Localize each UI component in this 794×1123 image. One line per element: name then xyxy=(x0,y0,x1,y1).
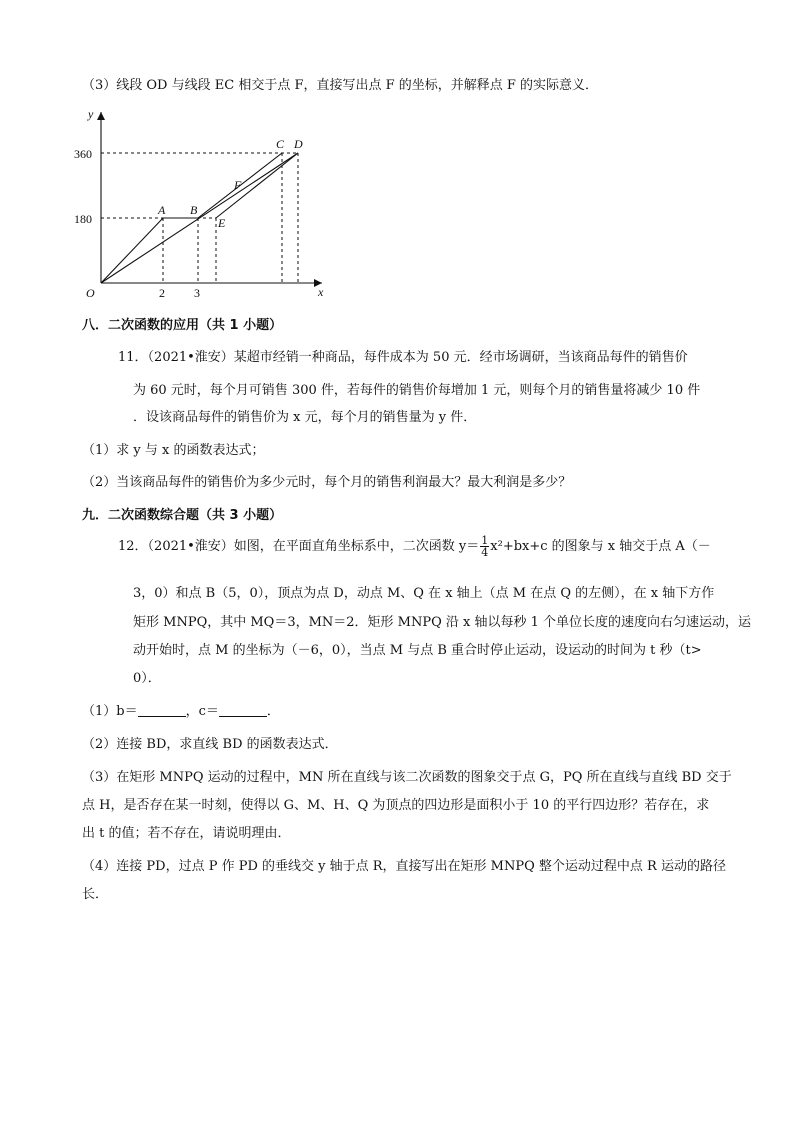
point-a-label: A xyxy=(158,203,166,217)
fraction-denominator: 4 xyxy=(481,546,489,559)
origin-label: O xyxy=(86,286,95,300)
q12-part-1-b-label: （1）b＝ xyxy=(82,704,138,719)
line-o-a-b-c xyxy=(101,153,282,283)
answer-blank-c xyxy=(219,704,267,717)
q11-line-1: 11．（2021•淮安）某超市经销一种商品，每件成本为 50 元．经市场调研，当该商品每件的销售价 xyxy=(118,350,688,365)
point-b-label: B xyxy=(190,203,198,217)
point-c-label: C xyxy=(276,137,285,151)
fraction-one-quarter xyxy=(480,535,489,558)
q12-part-4-line-1: （4）连接 PD，过点 P 作 PD 的垂线交 y 轴于点 R，直接写出在矩形 MNPQ 整个运动过程中点 R 运动的路径 xyxy=(82,859,726,874)
fraction-numerator: 1 xyxy=(481,534,489,547)
point-e-label: E xyxy=(218,216,226,230)
q11-line-3: ．设该商品每件的销售价为 x 元，每个月的销售量为 y 件． xyxy=(133,410,477,425)
axis-x-label: x xyxy=(318,285,324,299)
line-e-d xyxy=(216,153,298,218)
answer-blank-b xyxy=(138,704,186,717)
x-tick-3: 3 xyxy=(194,286,200,300)
line-o-d xyxy=(101,153,298,283)
y-tick-360: 360 xyxy=(74,147,92,161)
y-tick-180: 180 xyxy=(74,212,92,226)
q11-line-2: 为 60 元时，每个月可销售 300 件，若每件的销售价每增加 1 元，则每个月的销售量将减少 10 件 xyxy=(133,383,701,398)
y-axis-arrow xyxy=(97,112,105,120)
q12-line-4: 动开始时，点 M 的坐标为（－6，0），当点 M 与点 B 重合时停止运动，设运动的时间为 t 秒（t> xyxy=(133,643,702,658)
q11-part-2: （2）当该商品每件的销售价为多少元时，每个月的销售利润最大？最大利润是多少？ xyxy=(82,475,572,490)
section-8-title: 八．二次函数的应用（共 1 小题） xyxy=(82,318,283,333)
q12-part-1-end: ． xyxy=(266,704,280,719)
q12-line-1-end: x²+bx+c 的图象与 x 轴交于点 A（－ xyxy=(490,539,711,554)
q12-part-3-line-2: 点 H，是否存在某一时刻，使得以 G、M、H、Q 为顶点的四边形是面积小于 10 的平行四边形？若存在，求 xyxy=(82,798,710,813)
q12-line-3: 矩形 MNPQ，其中 MQ＝3，MN＝2．矩形 MNPQ 沿 x 轴以每秒 1 个单位长度的速度向右匀速运动，运 xyxy=(133,615,752,630)
q12-part-3-line-1: （3）在矩形 MNPQ 运动的过程中，MN 所在直线与该二次函数的图象交于点 G，PQ 所在直线与直线 BD 交于 xyxy=(82,770,732,785)
point-f-label: F xyxy=(234,178,242,192)
point-d-label: D xyxy=(294,137,303,151)
q12-line-5: 0）． xyxy=(133,671,161,686)
q12-part-1-c-label: ，c＝ xyxy=(185,704,219,719)
q12-part-2: （2）连接 BD，求直线 BD 的函数表达式． xyxy=(82,737,338,752)
q12-part-3-line-3: 出 t 的值；若不存在，请说明理由． xyxy=(82,826,291,841)
axis-y-label: y xyxy=(88,107,94,121)
section-9-title: 九．二次函数综合题（共 3 小题） xyxy=(82,508,283,523)
q12-part-1 xyxy=(82,703,280,721)
q11-part-1: （1）求 y 与 x 的函数表达式； xyxy=(82,443,265,458)
q10-part3-text: （3）线段 OD 与线段 EC 相交于点 F，直接写出点 F 的坐标，并解释点 F 的实际意义． xyxy=(82,78,599,93)
x-tick-2: 2 xyxy=(159,286,165,300)
q12-line-2: 3，0）和点 B（5，0），顶点为点 D，动点 M、Q 在 x 轴上（点 M 在点 Q 的左侧），在 x 轴下方作 xyxy=(133,586,715,601)
q12-part-4-line-2: 长． xyxy=(82,887,109,902)
q12-line-1 xyxy=(118,535,711,559)
q12-line-1-start: 12．（2021•淮安）如图，在平面直角坐标系中，二次函数 y＝ xyxy=(118,539,480,554)
